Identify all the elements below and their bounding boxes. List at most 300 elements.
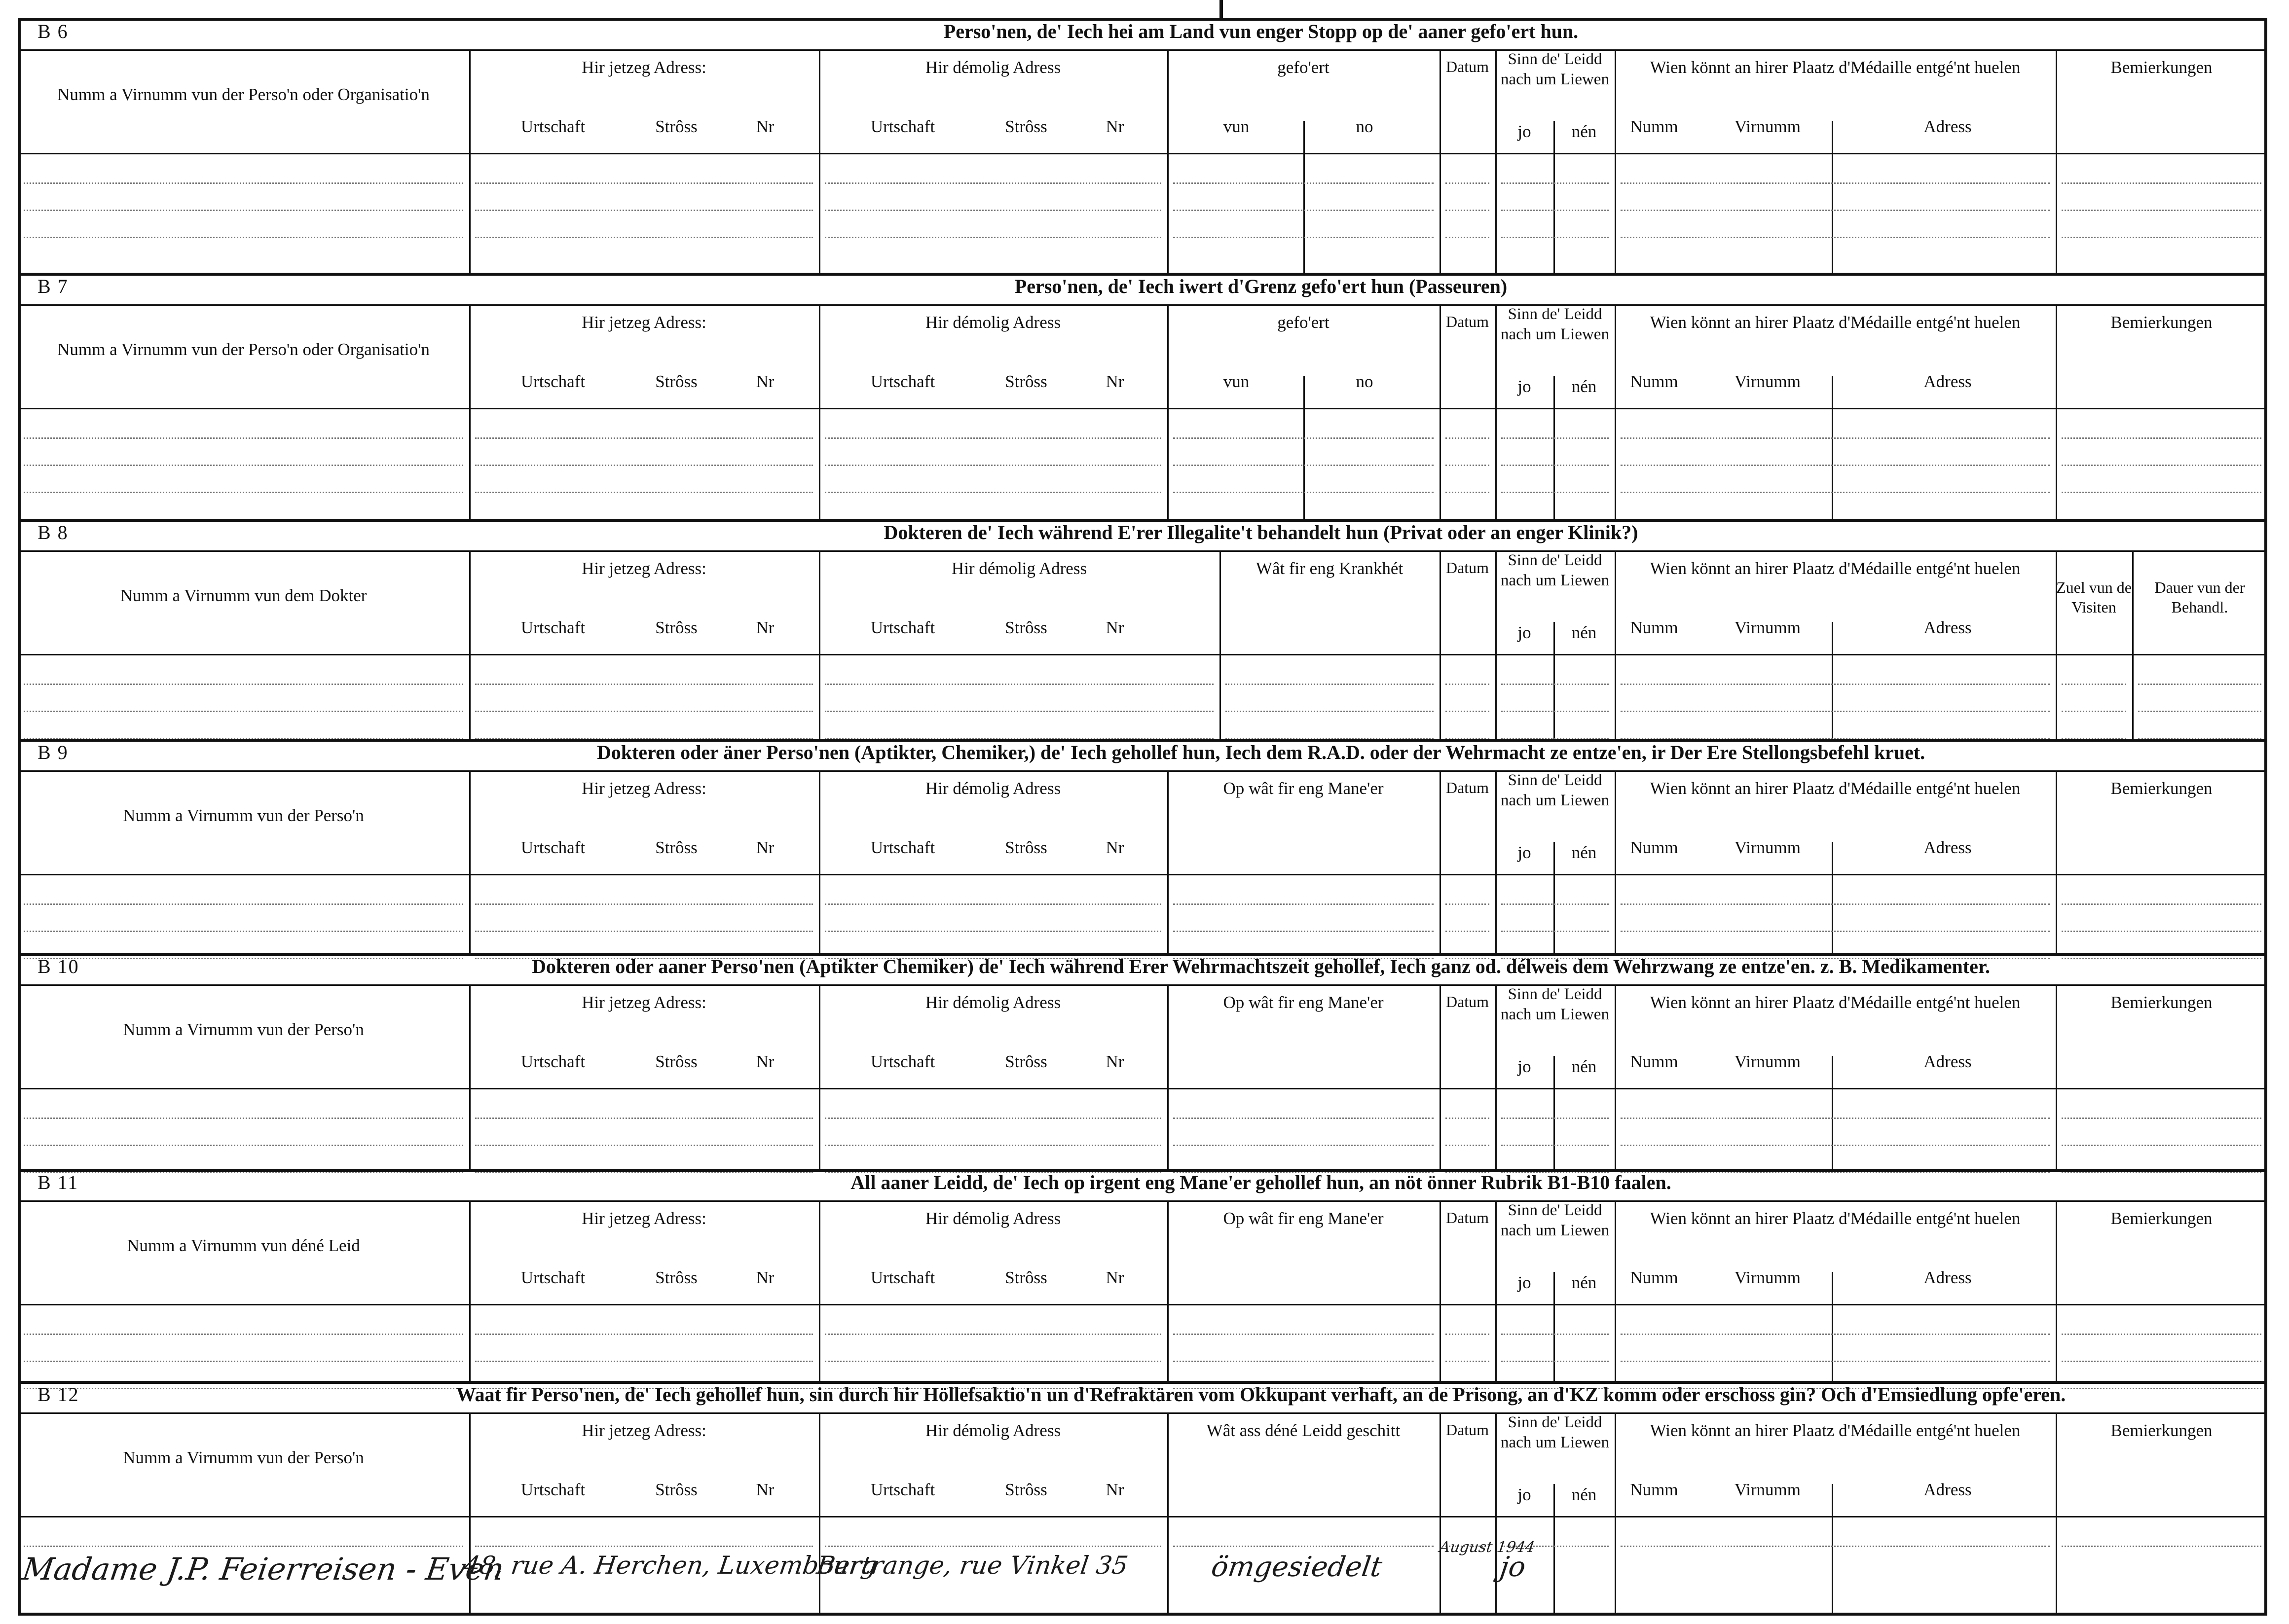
entry-dotted-line (1445, 210, 1489, 211)
col-header-detail: gefo'ert (1277, 58, 1329, 77)
column-rule (2056, 304, 2057, 519)
col-header-alive: Sinn de' Leidd nach um Liewen (1501, 985, 1609, 1024)
col-sub-virnumm: Virnumm (1734, 372, 1801, 391)
entry-dotted-line (1621, 1145, 2050, 1146)
row-rule (18, 1304, 2267, 1305)
column-rule (1615, 984, 1616, 1169)
entry-dotted-line (24, 684, 463, 685)
section-b9 (18, 739, 2267, 953)
entry-dotted-line (825, 182, 1161, 184)
section-code: B 8 (37, 521, 69, 543)
entry-dotted-line (1445, 903, 1489, 905)
entry-former-address: Bertrange, rue Vinkel 35 (814, 1551, 1130, 1580)
entry-current-address: 48, rue A. Herchen, Luxembourg (462, 1551, 879, 1580)
col-sub-urtschaft: Urtschaft (870, 838, 935, 857)
col-sub-nr: Nr (1106, 117, 1124, 136)
entry-dotted-line (1173, 492, 1434, 493)
col-sub-jo: jo (1517, 122, 1531, 141)
entry-dotted-line (2062, 210, 2261, 211)
entry-dotted-line (1173, 1361, 1434, 1362)
entry-date: August 1944 (1438, 1539, 1536, 1556)
col-header-detail: Op wât fir eng Mane'er (1223, 993, 1384, 1012)
col-sub-urtschaft: Urtschaft (520, 838, 586, 857)
entry-dotted-line (825, 1334, 1161, 1335)
column-rule (1832, 121, 1833, 273)
column-rule (1832, 1484, 1833, 1616)
entry-dotted-line (24, 182, 463, 184)
col-header-medal: Wien könnt an hirer Plaatz d'Médaille entgé'nt huelen (1650, 559, 2021, 578)
col-header-name: Numm a Virnumm vun der Perso'n oder Organisatio'n (57, 340, 430, 359)
entry-dotted-line (1173, 237, 1434, 238)
col-header-remarks: Bemierkungen (2110, 779, 2213, 798)
col-sub-nen: nén (1571, 377, 1597, 396)
col-header-remarks: Bemierkungen (2110, 313, 2213, 332)
col-header-alive: Sinn de' Leidd nach um Liewen (1501, 305, 1609, 344)
section-code: B 7 (37, 275, 69, 297)
entry-dotted-line (1621, 1334, 2050, 1335)
col-sub-stross: Strôss (1005, 1480, 1047, 1499)
column-rule (1615, 304, 1616, 519)
col-sub-urtschaft: Urtschaft (520, 1052, 586, 1071)
entry-dotted-line (1445, 1145, 1489, 1146)
entry-dotted-line (825, 903, 1161, 905)
col-sub-stross: Strôss (655, 1268, 698, 1287)
col-sub-numm: Numm (1630, 1480, 1678, 1499)
column-rule (819, 304, 820, 519)
entry-dotted-line (825, 931, 1161, 932)
col-sub-stross: Strôss (655, 117, 698, 136)
entry-dotted-line (1445, 465, 1489, 466)
col-sub-no: no (1356, 117, 1373, 136)
col-header-date: Datum (1445, 58, 1489, 75)
col-sub-nen: nén (1571, 122, 1597, 141)
entry-dotted-line (1445, 1361, 1489, 1362)
row-rule (18, 153, 2267, 154)
col-header-medal: Wien könnt an hirer Plaatz d'Médaille entgé'nt huelen (1650, 779, 2021, 798)
section-title: Dokteren de' Iech während E'rer Illegalite't behandelt hun (Privat oder an enger Klinik?) (884, 521, 1638, 543)
entry-dotted-line (1621, 210, 2050, 211)
col-sub-nr: Nr (1106, 1480, 1124, 1499)
entry-dotted-line (24, 1361, 463, 1362)
column-rule (1440, 1412, 1441, 1616)
entry-dotted-line (1173, 210, 1434, 211)
entry-dotted-line (1501, 1361, 1609, 1362)
col-header-current-address: Hir jetzeg Adress: (582, 1209, 706, 1228)
entry-dotted-line (475, 711, 813, 712)
entry-dotted-line (1445, 492, 1489, 493)
col-sub-urtschaft: Urtschaft (870, 1268, 935, 1287)
col-sub-jo: jo (1517, 623, 1531, 642)
col-header-alive: Sinn de' Leidd nach um Liewen (1501, 1201, 1609, 1240)
col-header-alive: Sinn de' Leidd nach um Liewen (1501, 1413, 1609, 1452)
entry-dotted-line (1621, 711, 2050, 712)
col-sub-nr: Nr (756, 372, 775, 391)
entry-dotted-line (475, 437, 813, 439)
col-sub-nr: Nr (1106, 1268, 1124, 1287)
section-title: Perso'nen, de' Iech hei am Land vun enger Stopp op de' aaner gefo'ert hun. (943, 20, 1579, 42)
col-sub-urtschaft: Urtschaft (520, 1268, 586, 1287)
entry-dotted-line (1445, 237, 1489, 238)
entry-dotted-line (2062, 237, 2261, 238)
column-rule (1440, 304, 1441, 519)
col-sub-virnumm: Virnumm (1734, 1052, 1801, 1071)
col-sub-nen: nén (1571, 1273, 1597, 1292)
col-sub-nr: Nr (756, 117, 775, 136)
entry-dotted-line (1173, 1118, 1434, 1119)
column-rule (1495, 1412, 1497, 1616)
col-header-former-address: Hir démolig Adress (925, 779, 1061, 798)
column-rule (1615, 1412, 1616, 1616)
entry-dotted-line (24, 1546, 463, 1547)
col-sub-nen: nén (1571, 623, 1597, 642)
entry-dotted-line (1501, 711, 1609, 712)
entry-dotted-line (825, 210, 1161, 211)
entry-dotted-line (825, 492, 1161, 493)
col-header-detail: Op wât fir eng Mane'er (1223, 779, 1384, 798)
col-header-detail: gefo'ert (1277, 313, 1329, 332)
entry-dotted-line (24, 711, 463, 712)
col-header-name: Numm a Virnumm vun déné Leid (127, 1236, 360, 1255)
column-rule (2056, 1412, 2057, 1616)
col-sub-virnumm: Virnumm (1734, 1480, 1801, 1499)
col-sub-nen: nén (1571, 843, 1597, 862)
entry-dotted-line (825, 684, 1214, 685)
entry-dotted-line (1621, 182, 2050, 184)
entry-dotted-line (1501, 465, 1609, 466)
section-code: B 6 (37, 20, 69, 42)
entry-dotted-line (1173, 903, 1434, 905)
entry-name: Madame J.P. Feierreisen - Even (20, 1551, 507, 1587)
entry-dotted-line (475, 1334, 813, 1335)
column-rule (1553, 121, 1555, 273)
col-header-name: Numm a Virnumm vun der Perso'n (123, 1448, 364, 1467)
col-sub-stross: Strôss (655, 618, 698, 637)
entry-dotted-line (2062, 931, 2261, 932)
col-sub-nen: nén (1571, 1057, 1597, 1076)
col-header-medal: Wien könnt an hirer Plaatz d'Médaille entgé'nt huelen (1650, 993, 2021, 1012)
col-sub-virnumm: Virnumm (1734, 1268, 1801, 1287)
col-header-medal: Wien könnt an hirer Plaatz d'Médaille entgé'nt huelen (1650, 1421, 2021, 1440)
row-rule (18, 874, 2267, 875)
entry-dotted-line (2062, 182, 2261, 184)
section-b10 (18, 953, 2267, 1169)
col-sub-adress: Adress (1923, 1052, 1972, 1071)
column-rule (1495, 49, 1497, 273)
entry-dotted-line (2062, 492, 2261, 493)
entry-dotted-line (24, 437, 463, 439)
col-header-remarks: Bemierkungen (2110, 1421, 2213, 1440)
entry-dotted-line (24, 1118, 463, 1119)
entry-dotted-line (1445, 437, 1489, 439)
col-header-alive: Sinn de' Leidd nach um Liewen (1501, 551, 1609, 590)
column-rule (1615, 770, 1616, 953)
entry-dotted-line (1501, 1118, 1609, 1119)
col-header-remarks: Bemierkungen (2110, 993, 2213, 1012)
col-header-medal: Wien könnt an hirer Plaatz d'Médaille entgé'nt huelen (1650, 313, 2021, 332)
col-header-current-address: Hir jetzeg Adress: (582, 993, 706, 1012)
col-sub-jo: jo (1517, 843, 1531, 862)
entry-dotted-line (825, 1118, 1161, 1119)
entry-dotted-line (1173, 182, 1434, 184)
col-header-detail: Op wât fir eng Mane'er (1223, 1209, 1384, 1228)
col-sub-numm: Numm (1630, 1268, 1678, 1287)
entry-dotted-line (1501, 903, 1609, 905)
column-rule (1167, 49, 1169, 273)
col-sub-urtschaft: Urtschaft (870, 1480, 935, 1499)
col-header-detail: Wât ass déné Leidd geschitt (1206, 1421, 1401, 1440)
col-sub-numm: Numm (1630, 838, 1678, 857)
col-sub-jo: jo (1517, 1485, 1531, 1504)
row-rule (18, 1412, 2267, 1414)
row-rule (18, 408, 2267, 409)
column-rule (1440, 550, 1441, 739)
col-sub-urtschaft: Urtschaft (870, 372, 935, 391)
entry-dotted-line (1173, 1334, 1434, 1335)
entry-dotted-line (1501, 492, 1609, 493)
entry-dotted-line (475, 465, 813, 466)
column-rule (1303, 121, 1305, 273)
col-sub-stross: Strôss (655, 1052, 698, 1071)
entry-dotted-line (1621, 1118, 2050, 1119)
entry-dotted-line (2138, 711, 2261, 712)
col-sub-adress: Adress (1923, 838, 1972, 857)
entry-dotted-line (475, 1145, 813, 1146)
entry-dotted-line (24, 492, 463, 493)
section-code: B 9 (37, 741, 69, 763)
col-header-visits: Zuel vun de Visiten (2056, 578, 2132, 616)
col-sub-stross: Strôss (1005, 372, 1047, 391)
col-sub-urtschaft: Urtschaft (520, 618, 586, 637)
column-rule (1615, 49, 1616, 273)
entry-dotted-line (2062, 1546, 2261, 1547)
col-sub-numm: Numm (1630, 1052, 1678, 1071)
col-sub-no: no (1356, 372, 1373, 391)
col-sub-urtschaft: Urtschaft (520, 117, 586, 136)
column-rule (1167, 304, 1169, 519)
col-header-date: Datum (1445, 779, 1489, 796)
col-header-date: Datum (1445, 993, 1489, 1010)
col-header-former-address: Hir démolig Adress (925, 313, 1061, 332)
col-sub-jo: jo (1517, 377, 1531, 396)
entry-dotted-line (24, 903, 463, 905)
col-header-current-address: Hir jetzeg Adress: (582, 559, 706, 578)
entry-dotted-line (1621, 1361, 2050, 1362)
entry-dotted-line (1621, 465, 2050, 466)
section-title: Perso'nen, de' Iech iwert d'Grenz gefo'ert hun (Passeuren) (1014, 275, 1508, 297)
col-header-current-address: Hir jetzeg Adress: (582, 313, 706, 332)
col-header-name: Numm a Virnumm vun der Perso'n oder Organisatio'n (57, 85, 430, 104)
col-header-remarks: Bemierkungen (2110, 1209, 2213, 1228)
col-sub-nr: Nr (756, 838, 775, 857)
column-rule (819, 49, 820, 273)
col-sub-nr: Nr (1106, 838, 1124, 857)
col-sub-stross: Strôss (1005, 117, 1047, 136)
col-header-current-address: Hir jetzeg Adress: (582, 1421, 706, 1440)
entry-dotted-line (1173, 465, 1434, 466)
col-sub-stross: Strôss (1005, 1268, 1047, 1287)
entry-dotted-line (2062, 1334, 2261, 1335)
entry-dotted-line (2062, 1145, 2261, 1146)
col-header-date: Datum (1445, 1209, 1489, 1227)
col-header-former-address: Hir démolig Adress (925, 1421, 1061, 1440)
entry-dotted-line (1621, 903, 2050, 905)
column-rule (1303, 376, 1305, 519)
entry-dotted-line (475, 492, 813, 493)
col-sub-numm: Numm (1630, 618, 1678, 637)
entry-dotted-line (2138, 684, 2261, 685)
column-rule (1832, 376, 1833, 519)
entry-dotted-line (2062, 1118, 2261, 1119)
entry-dotted-line (1501, 182, 1609, 184)
col-header-duration: Dauer vun der Behandl. (2154, 578, 2245, 616)
entry-dotted-line (1621, 1546, 2050, 1547)
entry-dotted-line (1173, 931, 1434, 932)
entry-dotted-line (475, 1118, 813, 1119)
col-header-alive: Sinn de' Leidd nach um Liewen (1501, 771, 1609, 810)
col-sub-nr: Nr (756, 618, 775, 637)
column-rule (1832, 842, 1833, 953)
entry-dotted-line (1621, 237, 2050, 238)
entry-dotted-line (2062, 437, 2261, 439)
entry-dotted-line (1621, 437, 2050, 439)
column-rule (1615, 1200, 1616, 1381)
section-b8 (18, 519, 2267, 739)
entry-dotted-line (475, 182, 813, 184)
entry-dotted-line (1225, 684, 1434, 685)
col-header-date: Datum (1445, 559, 1489, 577)
col-header-medal: Wien könnt an hirer Plaatz d'Médaille entgé'nt huelen (1650, 1209, 2021, 1228)
entry-dotted-line (475, 210, 813, 211)
col-header-former-address: Hir démolig Adress (925, 993, 1061, 1012)
column-rule (1440, 984, 1441, 1169)
col-sub-urtschaft: Urtschaft (520, 372, 586, 391)
entry-dotted-line (1501, 931, 1609, 932)
col-sub-virnumm: Virnumm (1734, 618, 1801, 637)
entry-dotted-line (825, 1546, 1161, 1547)
col-sub-nen: nén (1571, 1485, 1597, 1504)
column-rule (1495, 550, 1497, 739)
column-rule (1832, 1056, 1833, 1169)
row-rule (18, 550, 2267, 552)
section-code: B 10 (37, 955, 79, 977)
entry-dotted-line (1445, 1118, 1489, 1119)
entry-alive: jo (1498, 1551, 1528, 1583)
section-b7 (18, 273, 2267, 519)
section-b12 (18, 1381, 2267, 1616)
col-sub-stross: Strôss (655, 1480, 698, 1499)
col-sub-numm: Numm (1630, 372, 1678, 391)
entry-dotted-line (825, 465, 1161, 466)
col-sub-nr: Nr (756, 1268, 775, 1287)
entry-dotted-line (24, 465, 463, 466)
col-sub-urtschaft: Urtschaft (870, 618, 935, 637)
entry-dotted-line (2062, 465, 2261, 466)
column-rule (1832, 622, 1833, 739)
col-header-current-address: Hir jetzeg Adress: (582, 58, 706, 77)
col-sub-urtschaft: Urtschaft (870, 1052, 935, 1071)
entry-dotted-line (1501, 437, 1609, 439)
col-header-name: Numm a Virnumm vun der Perso'n (123, 1020, 364, 1039)
entry-dotted-line (475, 237, 813, 238)
column-rule (1495, 304, 1497, 519)
col-sub-virnumm: Virnumm (1734, 838, 1801, 857)
col-sub-stross: Strôss (655, 372, 698, 391)
entry-dotted-line (825, 1361, 1161, 1362)
col-sub-nr: Nr (1106, 1052, 1124, 1071)
entry-dotted-line (1501, 684, 1609, 685)
col-sub-urtschaft: Urtschaft (520, 1480, 586, 1499)
entry-dotted-line (825, 711, 1214, 712)
entry-dotted-line (2062, 684, 2126, 685)
col-sub-adress: Adress (1923, 372, 1972, 391)
entry-dotted-line (1501, 237, 1609, 238)
col-sub-adress: Adress (1923, 117, 1972, 136)
col-sub-nr: Nr (1106, 618, 1124, 637)
col-header-remarks: Bemierkungen (2110, 58, 2213, 77)
col-sub-stross: Strôss (1005, 618, 1047, 637)
entry-dotted-line (1173, 1546, 1434, 1547)
col-sub-urtschaft: Urtschaft (870, 117, 935, 136)
col-header-date: Datum (1445, 313, 1489, 330)
entry-dotted-line (475, 1546, 813, 1547)
entry-dotted-line (1501, 210, 1609, 211)
row-rule (18, 1088, 2267, 1089)
col-sub-adress: Adress (1923, 1480, 1972, 1499)
entry-dotted-line (1173, 1145, 1434, 1146)
column-rule (1832, 1272, 1833, 1381)
entry-dotted-line (1445, 182, 1489, 184)
row-rule (18, 49, 2267, 51)
entry-dotted-line (1445, 711, 1489, 712)
col-sub-jo: jo (1517, 1057, 1531, 1076)
section-b11 (18, 1169, 2267, 1381)
col-header-former-address: Hir démolig Adress (951, 559, 1087, 578)
col-sub-virnumm: Virnumm (1734, 117, 1801, 136)
col-sub-nr: Nr (1106, 372, 1124, 391)
entry-dotted-line (1225, 711, 1434, 712)
column-rule (1167, 1412, 1169, 1616)
entry-dotted-line (825, 237, 1161, 238)
column-rule (1440, 770, 1441, 953)
entry-dotted-line (825, 1145, 1161, 1146)
entry-dotted-line (475, 931, 813, 932)
section-title: Dokteren oder äner Perso'nen (Aptikter, Chemiker,) de' Iech gehollef hun, Iech dem R.A.D. oder der Wehrmacht ze entze'en, ir Der Ere Stellongsbefehl kruet. (596, 741, 1925, 763)
col-sub-adress: Adress (1923, 618, 1972, 637)
column-rule (2056, 49, 2057, 273)
col-sub-vun: vun (1223, 372, 1250, 391)
col-header-medal: Wien könnt an hirer Plaatz d'Médaille entgé'nt huelen (1650, 58, 2021, 77)
entry-dotted-line (24, 1334, 463, 1335)
section-b6 (18, 18, 2267, 273)
column-rule (1615, 550, 1616, 739)
row-rule (18, 770, 2267, 772)
col-header-current-address: Hir jetzeg Adress: (582, 779, 706, 798)
entry-dotted-line (475, 903, 813, 905)
entry-dotted-line (24, 210, 463, 211)
row-rule (18, 654, 2267, 655)
column-rule (469, 304, 471, 519)
col-sub-stross: Strôss (1005, 1052, 1047, 1071)
section-title: Dokteren oder aaner Perso'nen (Aptikter Chemiker) de' Iech während Erer Wehrmachtszeit gehollef, Iech ganz od. délweis dem Wehrzwang ze entze'en. z. B. Medikamenter. (532, 955, 1990, 977)
col-sub-stross: Strôss (655, 838, 698, 857)
col-header-name: Numm a Virnumm vun dem Dokter (120, 586, 367, 605)
col-sub-nr: Nr (756, 1480, 775, 1499)
section-title: All aaner Leidd, de' Iech op irgent eng Mane'er gehollef hun, an nöt önner Rubrik B1-B10 faalen. (850, 1171, 1671, 1193)
section-code: B 12 (37, 1383, 79, 1406)
entry-dotted-line (2062, 1361, 2261, 1362)
col-header-former-address: Hir démolig Adress (925, 1209, 1061, 1228)
entry-dotted-line (825, 437, 1161, 439)
